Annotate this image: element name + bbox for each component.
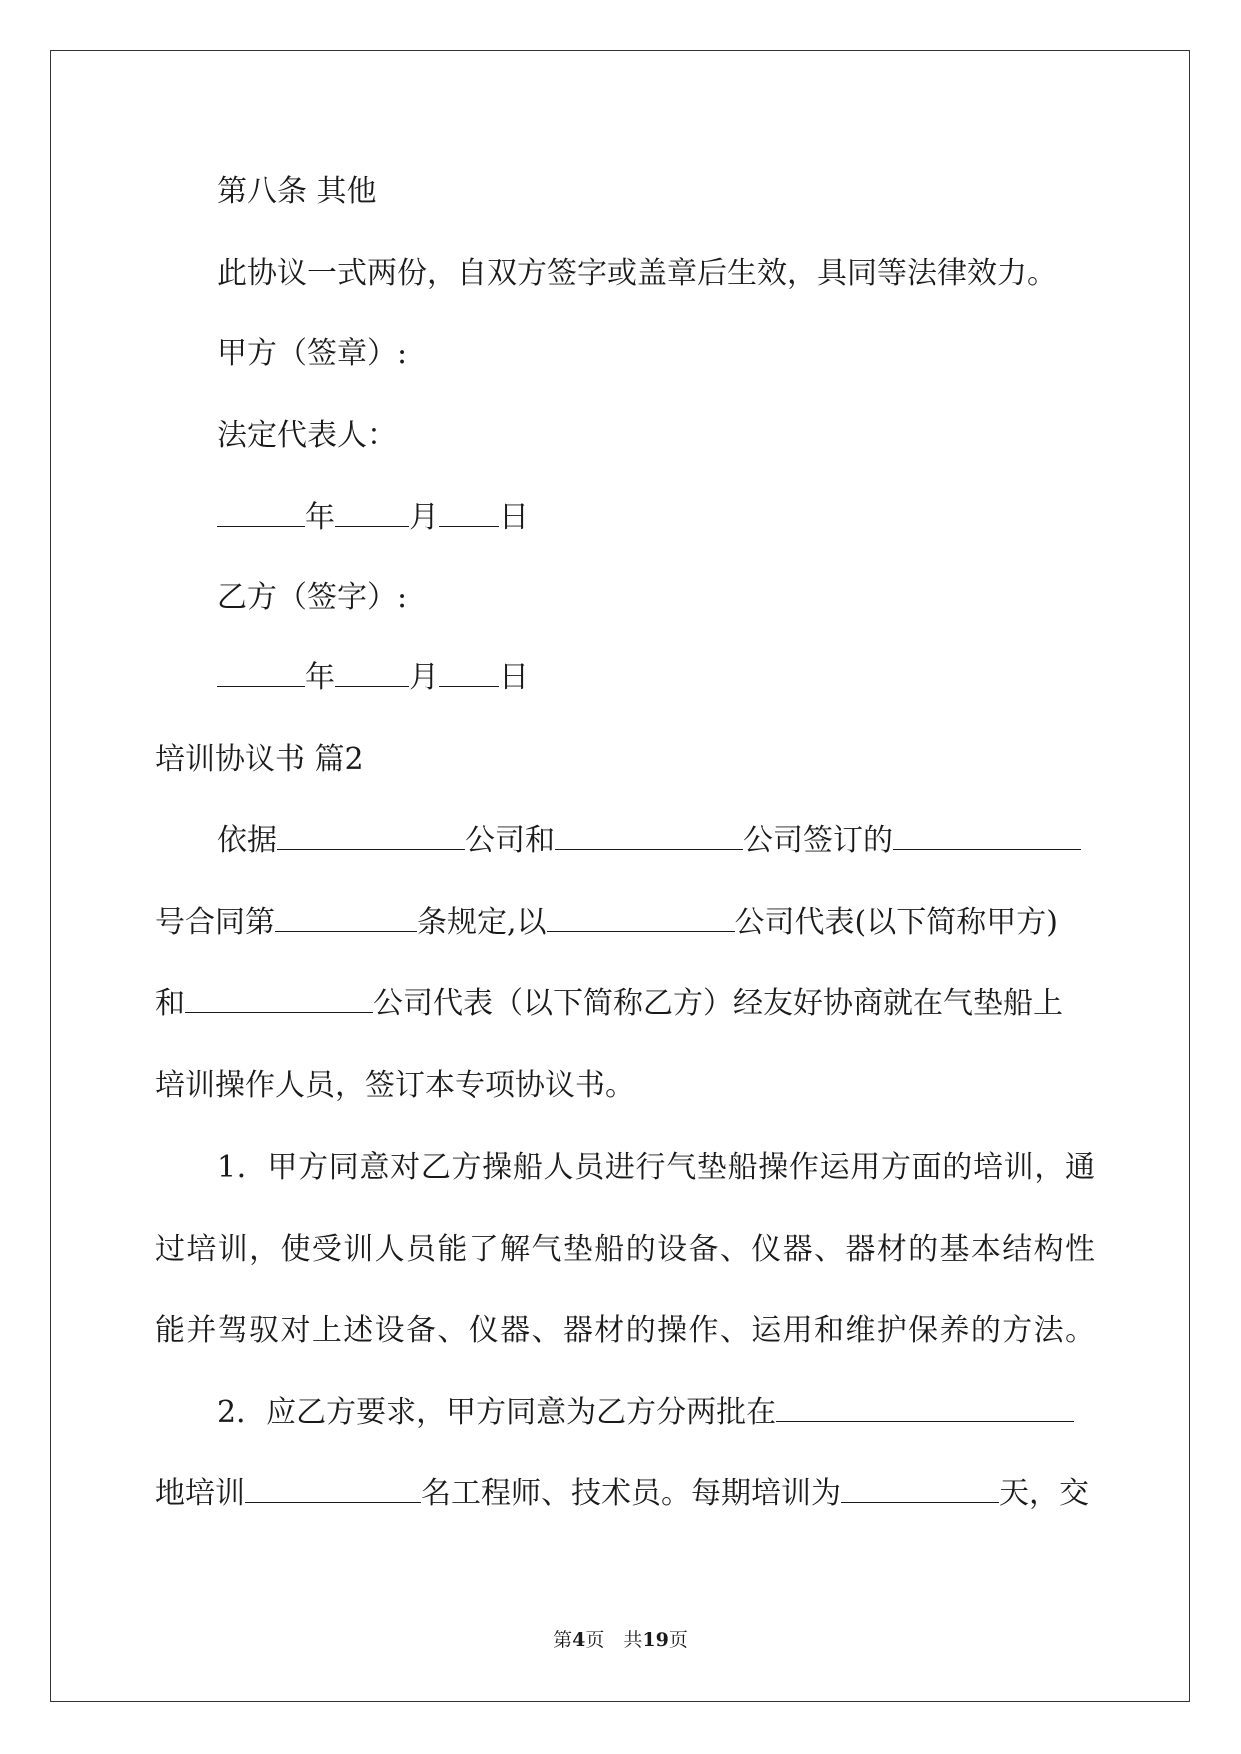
text-segment: 号合同第	[155, 905, 275, 940]
effect-clause: 此协议一式两份，自双方签字或盖章后生效，具同等法律效力。	[217, 256, 1057, 291]
legal-representative-label: 法定代表人：	[217, 418, 397, 453]
year-blank[interactable]	[217, 658, 305, 687]
year-blank[interactable]	[217, 498, 305, 527]
month-label: 月	[409, 500, 439, 535]
month-blank[interactable]	[335, 658, 409, 687]
item-1-line-1: 1．甲方同意对乙方操船人员进行气垫船操作运用方面的培训，通	[217, 1150, 1095, 1185]
day-blank[interactable]	[439, 658, 499, 687]
page-footer	[0, 1627, 1241, 1653]
footer-text: 第	[553, 1629, 573, 1651]
year-label: 年	[305, 660, 335, 695]
day-label: 日	[499, 660, 529, 695]
month-label: 月	[409, 660, 439, 695]
text-segment: 条规定,以	[417, 905, 547, 940]
section-title: 培训协议书 篇2	[155, 742, 364, 777]
footer-text: 页	[668, 1629, 688, 1651]
text-segment: 公司和	[465, 823, 555, 858]
party-a-seal-label: 甲方（签章）:	[217, 336, 408, 371]
year-label: 年	[305, 500, 335, 535]
text-segment: 和	[155, 986, 185, 1021]
day-blank[interactable]	[439, 498, 499, 527]
item-1-line-2: 过培训，使受训人员能了解气垫船的设备、仪器、器材的基本结构性	[155, 1232, 1095, 1267]
text-segment: 依据	[217, 823, 277, 858]
month-blank[interactable]	[335, 498, 409, 527]
text-segment: 天，交	[999, 1476, 1089, 1511]
date-line-b	[217, 658, 529, 698]
company-a-blank[interactable]	[277, 821, 465, 850]
intro-line-3	[155, 984, 1063, 1024]
item-2-line-1	[217, 1393, 1074, 1433]
trainee-count-blank[interactable]	[245, 1474, 421, 1503]
total-pages: 19	[642, 1629, 669, 1651]
clause-number-blank[interactable]	[275, 903, 417, 932]
date-line-a	[217, 498, 529, 538]
intro-line-1	[217, 821, 1081, 861]
intro-line-4: 培训操作人员，签订本专项协议书。	[155, 1068, 635, 1103]
company-b-blank[interactable]	[555, 821, 743, 850]
page-border	[50, 50, 1190, 1702]
day-label: 日	[499, 500, 529, 535]
item-2-line-2	[155, 1474, 1089, 1514]
page-number: 4	[572, 1629, 586, 1651]
footer-text: 页 共	[585, 1629, 643, 1651]
party-a-company-blank[interactable]	[547, 903, 735, 932]
text-segment: 公司代表（以下简称乙方）经友好协商就在气垫船上	[373, 986, 1063, 1021]
contract-number-blank[interactable]	[893, 821, 1081, 850]
text-segment: 地培训	[155, 1476, 245, 1511]
text-segment: 公司签订的	[743, 823, 893, 858]
party-b-sign-label: 乙方（签字）:	[217, 580, 408, 615]
intro-line-2	[155, 903, 1058, 943]
article-heading: 第八条 其他	[217, 174, 377, 209]
text-segment: 名工程师、技术员。每期培训为	[421, 1476, 841, 1511]
text-segment: 公司代表(以下简称甲方)	[734, 905, 1058, 940]
item-1-line-3: 能并驾驭对上述设备、仪器、器材的操作、运用和维护保养的方法。	[155, 1313, 1095, 1348]
text-segment: 2．应乙方要求，甲方同意为乙方分两批在	[217, 1395, 777, 1430]
training-location-blank[interactable]	[776, 1393, 1074, 1422]
party-b-company-blank[interactable]	[185, 984, 373, 1013]
training-days-blank[interactable]	[841, 1474, 999, 1503]
